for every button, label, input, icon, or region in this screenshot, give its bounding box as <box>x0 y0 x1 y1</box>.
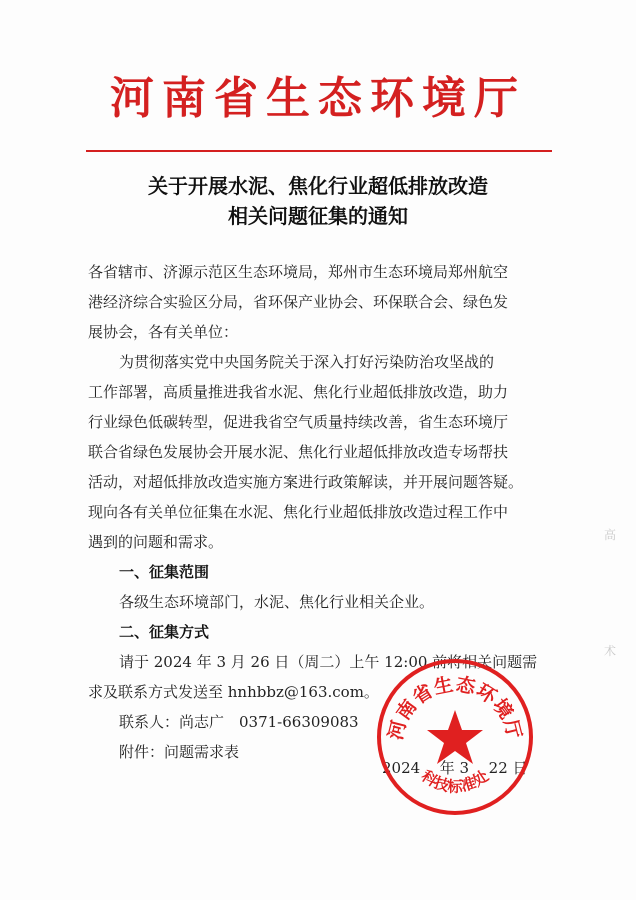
addressee-line-1: 各省辖市、济源示范区生态环境局，郑州市生态环境局郑州航空 <box>88 263 509 281</box>
background-mark-1: 高 <box>604 528 617 542</box>
red-divider-line <box>86 150 552 152</box>
date-day-char: 日 <box>512 759 528 777</box>
letterhead: 河南省生态环境厅 <box>110 73 526 124</box>
section-2-heading: 二、征集方式 <box>119 623 210 641</box>
body-line-2: 工作部署，高质量推进我省水泥、焦化行业超低排放改造，助力 <box>88 383 509 401</box>
seal-bottom-text: 科技标准处 <box>418 766 492 796</box>
document-title-line-2: 相关问题征集的通知 <box>228 204 408 228</box>
svg-text:科技标准处 <box>417 766 492 795</box>
section-1-heading: 一、征集范围 <box>119 563 210 581</box>
body-line-6: 现向各有关单位征集在水泥、焦化行业超低排放改造过程工作中 <box>88 503 509 521</box>
body-line-4: 联合省绿色发展协会开展水泥、焦化行业超低排放改造专场帮扶 <box>88 443 509 461</box>
date-year-char: 年 <box>439 759 455 777</box>
official-seal <box>370 652 540 822</box>
date-year: 2024 <box>382 759 421 777</box>
seal-star-icon <box>427 710 483 764</box>
body-line-7: 遇到的问题和需求。 <box>88 533 224 551</box>
document-title-line-1: 关于开展水泥、焦化行业超低排放改造 <box>148 174 488 198</box>
body-line-1: 为贯彻落实党中央国务院关于深入打好污染防治攻坚战的 <box>119 353 495 371</box>
attachment-line: 附件：问题需求表 <box>119 743 240 761</box>
date-month: 3 <box>459 759 470 777</box>
addressee-line-2: 港经济综合实验区分局，省环保产业协会、环保联合会、绿色发 <box>88 293 509 311</box>
section-1-text: 各级生态环境部门，水泥、焦化行业相关企业。 <box>119 593 435 611</box>
date-day: 22 <box>488 759 508 777</box>
section-2-line-2: 求及联系方式发送至 hnhbbz@163.com。 <box>88 683 379 701</box>
body-line-5: 活动，对超低排放改造实施方案进行政策解读，并开展问题答疑。 <box>88 473 524 491</box>
section-2-line-1: 请于 2024 年 3 月 26 日（周二）上午 12:00 前将相关问题需 <box>119 653 538 671</box>
contact-line: 联系人：尚志广 0371-66309083 <box>119 713 359 731</box>
seal-top-text: 河南省生态环境厅 <box>384 673 526 743</box>
background-mark-2: 术 <box>604 644 617 658</box>
addressee-line-3: 展协会，各有关单位： <box>88 323 239 341</box>
body-line-3: 行业绿色低碳转型，促进我省空气质量持续改善，省生态环境厅 <box>88 413 509 431</box>
